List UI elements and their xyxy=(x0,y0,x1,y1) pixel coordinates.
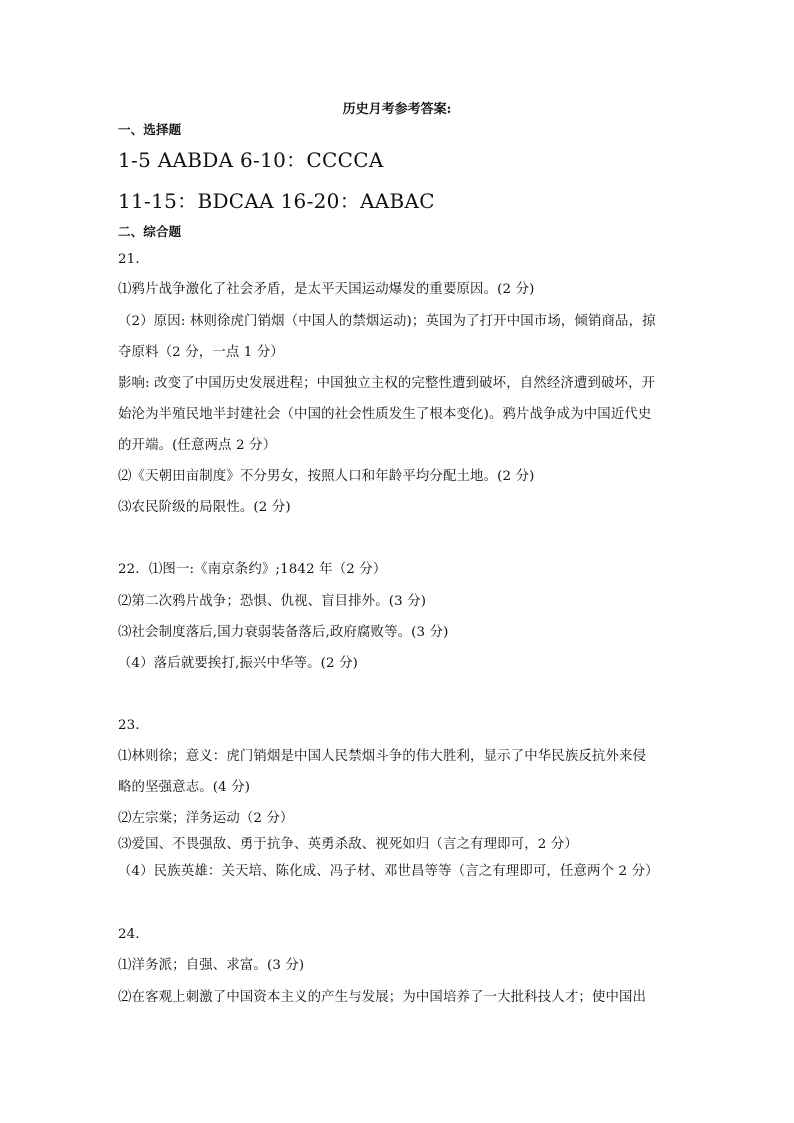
q21-line-6: 的开端。(任意两点 2 分） xyxy=(118,438,277,453)
q21-line-3: 夺原料（2 分，一点 1 分） xyxy=(118,345,284,360)
q23-line-1: ⑴林则徐；意义：虎门销烟是中国人民禁烟斗争的伟大胜利，显示了中华民族反抗外来侵 xyxy=(118,749,647,764)
q21-number: 21. xyxy=(118,252,140,267)
q24-number: 24． xyxy=(118,927,149,942)
section-heading-comprehensive: 二、综合题 xyxy=(118,224,182,239)
q24-line-1: ⑴洋务派；自强、求富。(3 分) xyxy=(118,958,305,973)
q21-line-4: 影响: 改变了中国历史发展进程；中国独立主权的完整性遭到破坏，自然经济遭到破坏，开 xyxy=(118,376,656,391)
q21-line-2: （2）原因: 林则徐虎门销烟（中国人的禁烟运动)；英国为了打开中国市场，倾销商品，掠 xyxy=(118,314,656,329)
answers-row-1: 1-5 AABDA 6-10：CCCCA xyxy=(118,148,384,172)
page-title: 历史月考参考答案: xyxy=(342,102,452,117)
q23-line-2: 略的坚强意志。(4 分) xyxy=(118,780,251,795)
q21-line-7: ⑵《天朝田亩制度》不分男女，按照人口和年龄平均分配土地。(2 分) xyxy=(118,469,535,484)
q21-line-8: ⑶农民阶级的局限性。(2 分) xyxy=(118,500,291,515)
q22-line-1: 22．⑴图一:《南京条约》;1842 年（2 分） xyxy=(118,562,387,577)
q22-line-3: ⑶社会制度落后,国力衰弱装备落后,政府腐败等。(3 分) xyxy=(118,625,449,640)
section-heading-choice: 一、选择题 xyxy=(118,122,182,137)
answers-row-2: 11-15：BDCAA 16-20：AABAC xyxy=(118,189,435,213)
q23-number: 23． xyxy=(118,718,149,733)
q22-line-4: （4）落后就要挨打,振兴中华等。(2 分) xyxy=(118,656,359,671)
q21-line-1: ⑴鸦片战争激化了社会矛盾，是太平天国运动爆发的重要原因。(2 分) xyxy=(118,282,535,297)
q23-line-4: ⑶爱国、不畏强敌、勇于抗争、英勇杀敌、视死如归（言之有理即可，2 分） xyxy=(118,837,578,852)
q21-line-5: 始沦为半殖民地半封建社会（中国的社会性质发生了根本变化)。鸦片战争成为中国近代史 xyxy=(118,407,652,422)
q24-line-2: ⑵在客观上刺激了中国资本主义的产生与发展；为中国培养了一大批科技人才；使中国出 xyxy=(118,990,647,1005)
q23-line-3: ⑵左宗棠；洋务运动（2 分） xyxy=(118,811,294,826)
q22-line-2: ⑵第二次鸦片战争；恐惧、仇视、盲目排外。(3 分) xyxy=(118,594,427,609)
q23-line-5: （4）民族英雄：关天培、陈化成、冯子材、邓世昌等等（言之有理即可，任意两个 2 分） xyxy=(118,864,659,879)
